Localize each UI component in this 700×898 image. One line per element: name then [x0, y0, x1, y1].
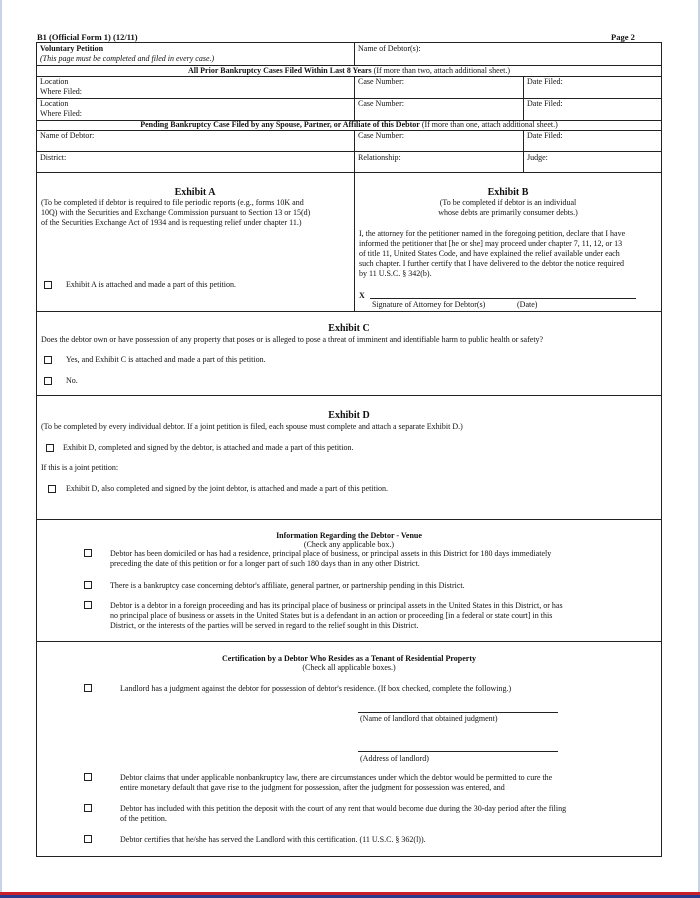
exhibit-b-x-mark: X [359, 291, 365, 300]
bottom-stripe [0, 892, 700, 898]
attorney-date-label: (Date) [517, 300, 538, 309]
venue-foreign-line-3: District, or the interests of the parties will be served in regard to the relief sought in this District. [110, 621, 419, 630]
exhibit-d-joint-checkbox[interactable] [48, 485, 56, 493]
page-number: Page 2 [611, 32, 635, 42]
voluntary-petition-title: Voluntary Petition [40, 44, 104, 53]
venue-affiliate-label: There is a bankruptcy case concerning debtor's affiliate, general partner, or partnership pending in this District. [110, 581, 465, 590]
tenant-judgment-checkbox[interactable] [84, 684, 92, 692]
exhibit-b-subtitle-2: whose debts are primarily consumer debts.) [438, 208, 578, 217]
exhibit-c-yes-label: Yes, and Exhibit C is attached and made a part of this petition. [66, 355, 266, 364]
exhibit-c-title: Exhibit C [328, 323, 370, 334]
exhibit-c-no-checkbox[interactable] [44, 377, 52, 385]
exhibit-c-no-label: No. [66, 376, 78, 385]
venue-subtitle: (Check any applicable box.) [303, 540, 395, 549]
exhibit-d-debtor-label: Exhibit D, completed and signed by the debtor, is attached and made a part of this petition. [63, 443, 354, 452]
exhibit-a-checkbox-label: Exhibit A is attached and made a part of this petition. [66, 280, 236, 289]
tenant-judgment-label: Landlord has a judgment against the debtor for possession of debtor's residence. (If box checked, complete the following.) [120, 684, 512, 693]
exhibit-d-title: Exhibit D [328, 410, 370, 421]
tenant-title: Certification by a Debtor Who Resides as a Tenant of Residential Property [222, 654, 476, 663]
tenant-deposit-checkbox[interactable] [84, 804, 92, 812]
pending-date-filed-label: Date Filed: [527, 131, 563, 140]
prior-date-filed-label-2: Date Filed: [527, 99, 563, 108]
exhibit-a-line-1: (To be completed if debtor is required to file periodic reports (e.g., forms 10K and [41, 198, 304, 207]
pending-relationship-label: Relationship: [358, 153, 401, 162]
venue-domicile-checkbox[interactable] [84, 549, 92, 557]
prior-location-label-2: Location [40, 99, 69, 108]
venue-title: Information Regarding the Debtor - Venue [276, 531, 422, 540]
exhibit-a-line-3: of the Securities Exchange Act of 1934 and is requesting relief under chapter 11.) [41, 218, 302, 227]
tenant-subtitle: (Check all applicable boxes.) [302, 663, 396, 672]
venue-foreign-checkbox[interactable] [84, 601, 92, 609]
prior-case-number-label-2: Case Number: [358, 99, 404, 108]
exhibit-b-line-1: I, the attorney for the petitioner named in the foregoing petition, declare that I have [359, 229, 626, 238]
venue-foreign-line-1: Debtor is a debtor in a foreign proceeding and has its principal place of business or principal assets in the United States in this District, or has [110, 601, 563, 610]
prior-where-filed-label-2: Where Filed: [40, 109, 82, 118]
voluntary-petition-note: (This page must be completed and filed in every case.) [40, 54, 215, 63]
exhibit-b-line-4: such chapter. I further certify that I have delivered to the debtor the notice required [359, 259, 624, 268]
exhibit-b-title: Exhibit B [487, 187, 529, 198]
exhibit-b-line-2: informed the petitioner that [he or she] may proceed under chapter 7, 11, 12, or 13 [359, 239, 623, 248]
exhibit-a-title: Exhibit A [174, 187, 216, 198]
exhibit-d-instruction: (To be completed by every individual debtor. If a joint petition is filed, each spouse must complete and attach a separate Exhibit D.) [41, 422, 463, 431]
pending-cases-heading: Pending Bankruptcy Case Filed by any Spouse, Partner, or Affiliate of this Debtor (If more than one, attach additional sheet.) [140, 120, 558, 129]
name-of-debtors-label: Name of Debtor(s): [358, 44, 421, 53]
prior-case-number-label-1: Case Number: [358, 77, 404, 86]
pending-district-label: District: [40, 153, 67, 162]
form-id: B1 (Official Form 1) (12/11) [37, 32, 138, 42]
exhibit-a-checkbox[interactable] [44, 281, 52, 289]
exhibit-c-question: Does the debtor own or have possession of any property that poses or is alleged to pose a threat of imminent and identifiable harm to public health or safety? [41, 335, 544, 344]
pending-judge-label: Judge: [527, 153, 548, 162]
landlord-name-label: (Name of landlord that obtained judgment) [360, 714, 498, 723]
venue-domicile-line-1: Debtor has been domiciled or has had a residence, principal place of business, or principal assets in this District for 180 days immediately [110, 549, 552, 558]
venue-domicile-line-2: preceding the date of this petition or for a longer part of such 180 days than in any other District. [110, 559, 420, 568]
exhibit-b-line-5: by 11 U.S.C. § 342(b). [359, 269, 432, 278]
exhibit-d-joint-debtor-label: Exhibit D, also completed and signed by the joint debtor, is attached and made a part of this petition. [66, 484, 389, 493]
pending-name-of-debtor-label: Name of Debtor: [40, 131, 95, 140]
prior-location-label-1: Location [40, 77, 69, 86]
tenant-cure-line-1: Debtor claims that under applicable nonbankruptcy law, there are circumstances under which the debtor would be permitted to cure the [120, 773, 553, 782]
venue-foreign-line-2: no principal place of business or assets in the United States but is a defendant in an action or proceeding [in a federal or state court] in this [110, 611, 553, 620]
landlord-address-label: (Address of landlord) [360, 754, 429, 763]
venue-affiliate-checkbox[interactable] [84, 581, 92, 589]
tenant-served-label: Debtor certifies that he/she has served the Landlord with this certification. (11 U.S.C. § 362(l)). [120, 835, 426, 844]
pending-case-number-label: Case Number: [358, 131, 404, 140]
tenant-cure-line-2: entire monetary default that gave rise to the judgment for possession, after the judgment for possession was entered, and [120, 783, 505, 792]
prior-cases-heading: All Prior Bankruptcy Cases Filed Within Last 8 Years (If more than two, attach additional sheet.) [187, 66, 511, 75]
exhibit-a-line-2: 10Q) with the Securities and Exchange Commission pursuant to Section 13 or 15(d) [41, 208, 311, 217]
tenant-served-checkbox[interactable] [84, 835, 92, 843]
exhibit-d-joint-label: If this is a joint petition: [41, 463, 119, 472]
attorney-signature-label: Signature of Attorney for Debtor(s) [372, 300, 486, 309]
exhibit-b-line-3: of title 11, United States Code, and have explained the relief available under each [359, 249, 620, 258]
prior-date-filed-label-1: Date Filed: [527, 77, 563, 86]
tenant-deposit-line-2: of the petition. [120, 814, 167, 823]
exhibit-d-debtor-checkbox[interactable] [46, 444, 54, 452]
prior-where-filed-label-1: Where Filed: [40, 87, 82, 96]
exhibit-c-yes-checkbox[interactable] [44, 356, 52, 364]
landlord-name-line[interactable] [358, 712, 558, 713]
tenant-cure-checkbox[interactable] [84, 773, 92, 781]
attorney-signature-line[interactable] [370, 298, 636, 299]
landlord-address-line[interactable] [358, 751, 558, 752]
tenant-deposit-line-1: Debtor has included with this petition the deposit with the court of any rent that would become due during the 30-day period after the filing [120, 804, 567, 813]
exhibit-b-subtitle-1: (To be completed if debtor is an individual [439, 198, 577, 207]
